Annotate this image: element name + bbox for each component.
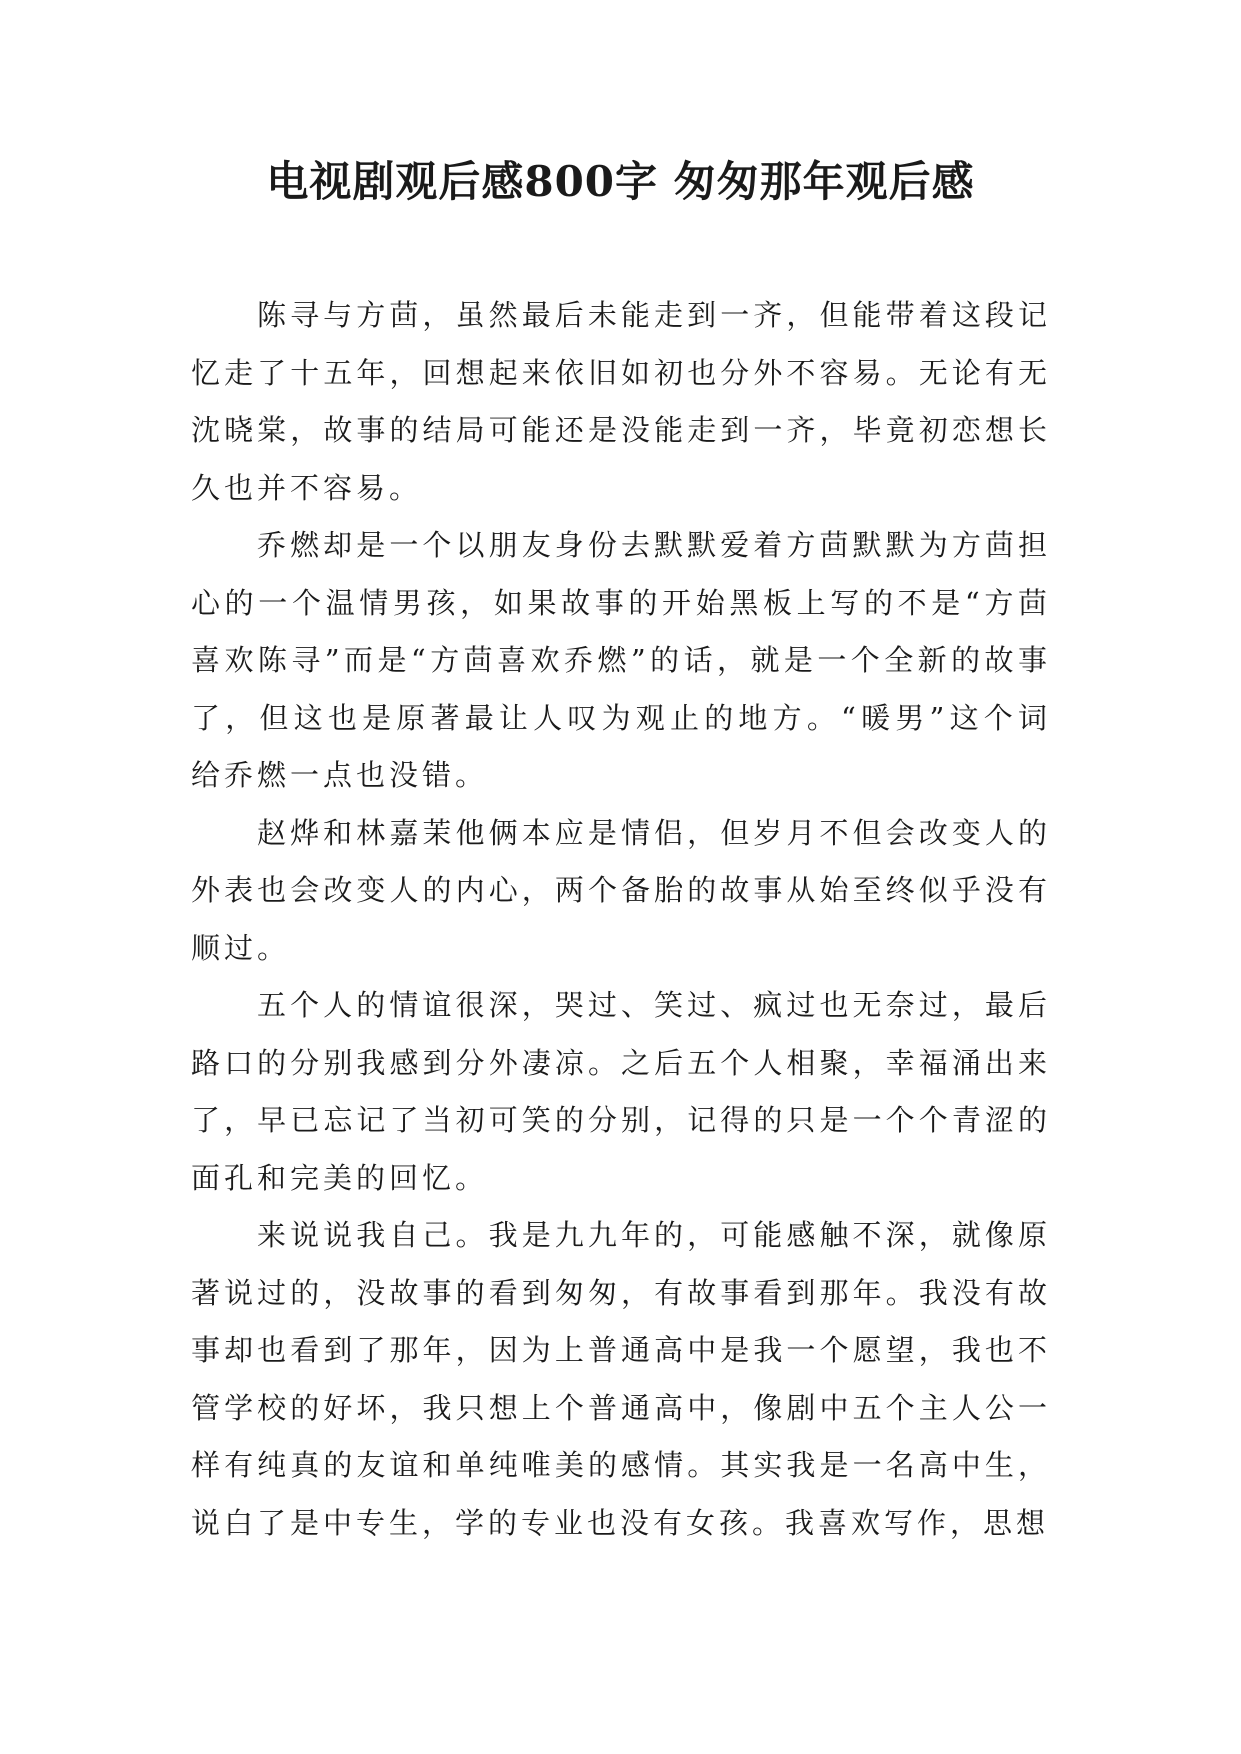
paragraph: 乔燃却是一个以朋友身份去默默爱着方茴默默为方茴担心的一个温情男孩，如果故事的开始黑板上写的不是“方茴喜欢陈寻”而是“方茴喜欢乔燃”的话，就是一个全新的故事了，但这也是原著最让人叹为观止的地方。“暖男”这个词给乔燃一点也没错。: [191, 528, 1051, 792]
document-title: 电视剧观后感800字 匆匆那年观后感: [266, 157, 975, 206]
paragraph: 赵烨和林嘉茉他俩本应是情侣，但岁月不但会改变人的外表也会改变人的内心，两个备胎的故事从始至终似乎没有顺过。: [191, 815, 1051, 965]
document-body: [191, 287, 1051, 1552]
paragraph: 来说说我自己。我是九九年的，可能感触不深，就像原著说过的，没故事的看到匆匆，有故事看到那年。我没有故事却也看到了那年，因为上普通高中是我一个愿望，我也不管学校的好坏，我只想上个普通高中，像剧中五个主人公一样有纯真的友谊和单纯唯美的感情。其实我是一名高中生，说白了是中专生，学的专业也没有女孩。我喜欢写作，思想: [191, 1218, 1051, 1540]
paragraph: 陈寻与方茴，虽然最后未能走到一齐，但能带着这段记忆走了十五年，回想起来依旧如初也分外不容易。无论有无沈晓棠，故事的结局可能还是没能走到一齐，毕竟初恋想长久也并不容易。: [191, 298, 1051, 505]
paragraph: 五个人的情谊很深，哭过、笑过、疯过也无奈过，最后路口的分别我感到分外凄凉。之后五个人相聚，幸福涌出来了，早已忘记了当初可笑的分别，记得的只是一个个青涩的面孔和完美的回忆。: [191, 988, 1051, 1195]
